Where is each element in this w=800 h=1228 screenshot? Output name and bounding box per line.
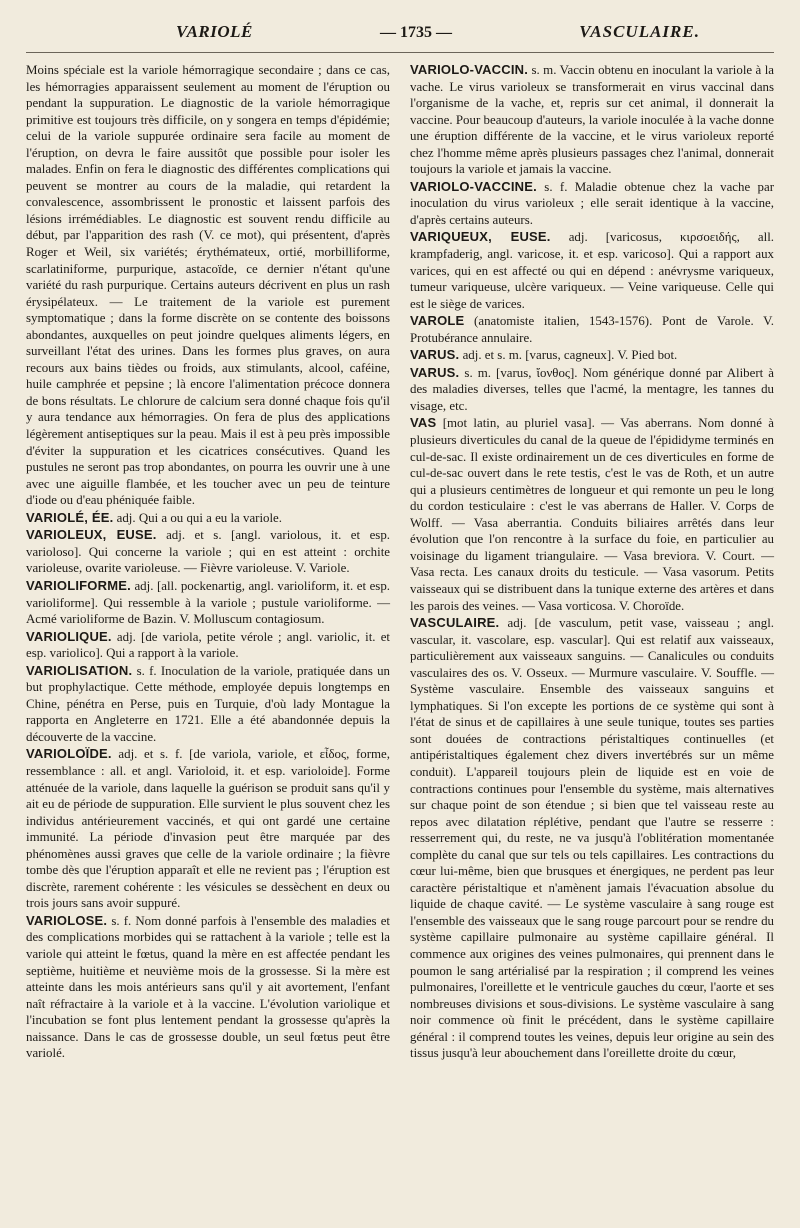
entry-headword: VARIOLOSE. [26, 912, 108, 928]
dictionary-entry [26, 913, 390, 1062]
right-column [410, 61, 774, 1062]
entry-definition: adj. [de vasculum, petit vase, vaisseau ; angl. vascular, it. vascolare, esp. vascular]. Qui est relatif aux vaisseaux, particulièrement aux vaisseaux sanguins. — Canalicules ou conduits vasculaires des os. V. Osseux. — Murmure vasculaire. V. Souffle. — Système vasculaire. Ensemble des vaisseaux sanguins et lymphatiques. Si l'on excepte les portions de ce système qui sont à l'état de sinus et de capillaires à une seule tunique, toutes ses parties sont douées de contractions péristaltiques continuelles (et antipéristaltiques également chez divers invertébrés sur un même conduit). L'appareil toujours plein de liquide est en voie de contractions continues pour l'ensemble du système, mais alternatives sur chaque point de son étendue ; si bien que tel vaisseau reste au repos avec dilatation réplétive, pendant que l'autre se resserre : resserrement qui, du reste, ne va jusqu'à l'oblitération momentanée complète du canal que sur tels ou tels capillaires. Les contractions du cœur lui-même, bien que brusques et énergiques, ne perdent pas leur caractère péristaltique et n'amènent jamais l'évacuation absolue du liquide de chaque cavité. — Le système vasculaire à sang rouge est l'ensemble des vaisseaux que le sang rouge parcourt pour se rendre du système capillaire pulmonaire au système capillaire général. Il commence aux origines des veines pulmonaires, qui prennent dans le poumon le sang artérialisé par la respiration ; il comprend les veines pulmonaires, l'oreillette et le ventricule gauches du cœur, l'aorte et ses nombreuses divisions et sous-divisions. Le système vasculaire à sang noir commence où finit le précédent, dans le système capillaire général : il comprend toutes les veines, depuis leur origine au sein des tissus jusqu'à leur abouchement dans l'oreillette droite du cœur, [410, 616, 774, 1061]
dictionary-entry [410, 415, 774, 614]
header-left-guide-word: VARIOLÉ [176, 22, 253, 41]
entry-headword: VARIOLO-VACCIN. [410, 62, 529, 77]
entry-headword: VARIOLO-VACCINE. [410, 178, 537, 194]
text-columns [26, 61, 774, 1062]
entry-headword: VARIOLOÏDE. [26, 746, 112, 762]
entry-headword: VARUS. [410, 347, 460, 363]
page-number: — 1735 — [380, 24, 453, 41]
entry-definition: adj. [all. pockenartig, angl. varioliform, it. et esp. varioliforme]. Qui ressemble à la variole ; pustule varioliforme. — Acmé varioliforme de Bazin. V. Molluscum contagiosum. [26, 578, 390, 627]
entry-headword: VARIOLÉ, ÉE. [26, 509, 114, 525]
entry-definition: Moins spéciale est la variole hémorragique secondaire ; dans ce cas, les hémorragies apparaissent seulement au moment de l'éruption ou pendant la suppuration. Le diagnostic de la variole hémorragique primitive est toujours très difficile, on y songera en temps d'épidémie; celui de la variole suppurée ordinaire sera facile au moment de l'éruption, on devra le faire aussitôt que possible pour isoler les malades. Enfin on fera le diagnostic des différentes complications qui peuvent se montrer au cours de la maladie, qui retardent la convalescence, assombrissent le pronostic et laissent parfois des lésions irrémédiables. Le diagnostic est souvent rendu difficile au début, par l'apparition des rash (V. ce mot), qui présentent, d'après Roger et Weil, six variétés; érythémateux, ortié, morbilliforme, scarlatiniforme, purpurique, astacoïde, ce dernier n'étant qu'une variété du rash purpurique. Certains auteurs décrivent en plus un rash érysipélateux. — Le traitement de la variole est purement symptomatique ; dans la forme discrète on se contente des boissons abondantes, auxquelles on peut joindre quelques aliments légers, en surveillant l'état des urines. Dans les formes plus graves, on aura recours aux bains tièdes ou froids, aux stimulants, alcool, caféine, huile camphrée et pepsine ; là encore l'alimentation précoce donnera de bons résultats. Le chlorure de calcium sera donné chaque fois qu'il y aura tendance aux hémorragies. On fera de plus des applications légèrement antiseptiques sur la peau. Mais il est à peu près impossible d'éviter la suppuration et les cicatrices consécutives. Quand les pustules ne seront pas trop abondantes, on pourra les ouvrir une à une avec une aiguille flambée, et les toucher avec un peu de teinture d'iode ou d'eau phéniquée faible. [26, 63, 390, 508]
dictionary-entry [410, 62, 774, 178]
entry-definition: s. f. Maladie obtenue chez la vache par inoculation du virus varioleux ; elle serait identique à la vaccine, d'après certains auteurs. [410, 179, 774, 227]
dictionary-entry [410, 347, 774, 364]
entry-definition: s. f. Inoculation de la variole, pratiquée dans un but prophylactique. Cette méthode, employée depuis longtemps en Chine, pénétra en Perse, puis en Turquie, d'où lady Montague la rapporta en Angleterre en 1721. Elle a été abandonnée depuis la découverte de la vaccine. [26, 663, 390, 744]
entry-headword: VAROLE [410, 313, 465, 329]
dictionary-entry [26, 578, 390, 628]
dictionary-entry [410, 313, 774, 346]
dictionary-entry [26, 527, 390, 577]
entry-definition: (anatomiste italien, 1543-1576). Pont de Varole. V. Protubérance annulaire. [410, 314, 774, 345]
entry-definition: s. m. Vaccin obtenu en inoculant la variole à la vache. Le virus varioleux se transformerait en virus vaccinal dans l'organisme de la vache, et, repris sur cet animal, il donnerait la vaccine. Pour beaucoup d'auteurs, la variole inoculée à la vache donne une éruption différente de la vaccine, et le virus varioleux reporté chez l'homme même après plusieurs passages chez l'animal, donnerait toujours la variole et jamais la vaccine. [410, 63, 774, 177]
dictionary-entry [26, 746, 390, 911]
entry-definition: adj. Qui a ou qui a eu la variole. [113, 510, 283, 525]
entry-headword: VARUS. [410, 364, 460, 380]
entry-definition: adj. [de variola, petite vérole ; angl. variolic, it. et esp. variolico]. Qui a rapport à la variole. [26, 629, 390, 661]
dictionary-entry [410, 365, 774, 415]
entry-headword: VARIOLISATION. [26, 662, 133, 678]
dictionary-entry [26, 629, 390, 662]
entry-definition: adj. et s. m. [varus, cagneux]. V. Pied bot. [459, 348, 678, 363]
entry-definition: adj. et s. [angl. variolous, it. et esp. varioloso]. Qui concerne la variole ; qui en est atteint : orchite varioleuse, ovarite varioleuse. — Fièvre varioleuse. V. Variole. [26, 528, 390, 576]
entry-definition: [mot latin, au pluriel vasa]. — Vas aberrans. Nom donné à plusieurs diverticules du canal de la queue de l'épididyme terminés en cul-de-sac. Il existe ordinairement un de ces diverticules en forme de cul-de-sac ouvert dans le rete testis, c'est le vas de Roth, et un autre qui a plusieurs centimètres de longueur et qui remonte un peu le long du cordon testiculaire : c'est le vas aberrans de Haller. V. Corps de Wolff. — Vasa aberrantia. Conduits biliaires arrêtés dans leur évolution que l'on rencontre à la surface du foie, en particulier au voisinage du ligament triangulaire. — Vasa breviora. V. Court. — Vasa recta. Les canaux droits du testicule. — Vasa vasorum. Petits vaisseaux qui se distribuent dans la tunique externe des artères et dans les parois des veines. — Vasa vorticosa. V. Choroïde. [410, 416, 774, 613]
dictionary-entry [410, 615, 774, 1062]
entry-headword: VAS [410, 415, 437, 431]
entry-headword: VARIQUEUX, EUSE. [410, 229, 551, 245]
entry-definition: adj. [varicosus, κιρσοειδής, all. krampfaderig, angl. varicose, it. et esp. varicoso]. Qui a rapport aux varices, qui en est affecté ou qui en dépend : anévrysme variqueux, tumeur variqueuse, ulcère variqueux. — Veine variqueuse. Celle qui est le siège de varices. [410, 230, 775, 311]
entry-headword: VARIOLIQUE. [26, 628, 112, 644]
dictionary-entry [26, 510, 390, 527]
entry-headword: VARIOLIFORME. [26, 577, 131, 593]
left-column [26, 61, 390, 1062]
dictionary-entry [26, 62, 390, 509]
entry-headword: VARIOLEUX, EUSE. [26, 527, 157, 543]
dictionary-entry [26, 663, 390, 746]
entry-definition: s. m. [varus, ἴονθος]. Nom générique donné par Alibert à des maladies diverses, telles que l'acmé, la mentagre, les tannes du visage, etc. [410, 365, 774, 413]
entry-definition: adj. et s. f. [de variola, variole, et εἶδος, forme, ressemblance : all. et angl. Varioloid, it. et esp. varioloide]. Forme atténuée de la variole, dans laquelle la guérison se produit sans qu'il y ait eu de période de suppuration. Elle survient le plus souvent chez les individus antérieurement vaccinés, et qui ont gardé une certaine immunité. La période d'invasion peut être marquée par des phénomènes aussi graves que celle de la variole ordinaire ; la fièvre tombe dès que l'éruption apparaît et elle ne revient pas ; l'éruption est discrète, rarement cohérente : les vésicules se dessèchent en deux ou trois jours sans avoir suppuré. [26, 747, 390, 911]
dictionary-entry [410, 179, 774, 229]
running-head [26, 22, 774, 53]
header-right-guide-word: VASCULAIRE. [579, 22, 700, 41]
entry-headword: VASCULAIRE. [410, 615, 500, 631]
entry-definition: s. f. Nom donné parfois à l'ensemble des maladies et des complications morbides qui se rattachent à la variole ; telle est la variole qui atteint le fœtus, quand la mère en est affectée pendant les septième, huitième et neuvième mois de la grossesse. Si la mère est atteinte dans les mois antérieurs sans qu'il y ait avortement, l'enfant naît réfractaire à la variole et à la vaccine. L'évolution variolique et l'incubation se font plus lentement pendant la grossesse qu'après la naissance. Dans le cas de grossesse double, un seul fœtus peut être variolé. [26, 913, 390, 1061]
dictionary-entry [410, 229, 774, 312]
